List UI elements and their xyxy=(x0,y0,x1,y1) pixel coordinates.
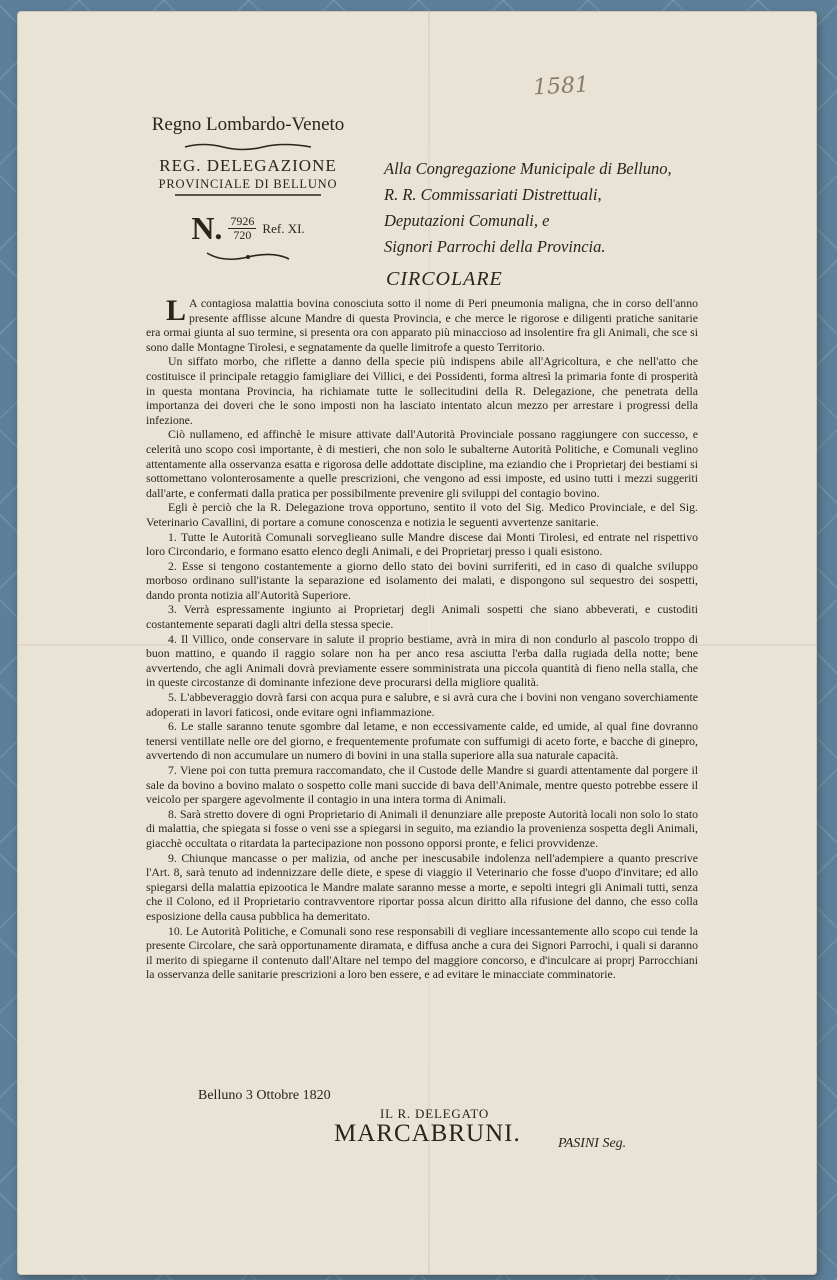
signatory-name: MARCABRUNI. xyxy=(334,1120,521,1147)
paragraph: A contagiosa malattia bovina conosciuta sotto il nome di Peri pneumonia maligna, che in corso dell'anno presente afflisse alcune Mandre di questa Provincia, e che merce le rigorose e diligenti pratiche sanitarie era ormai giunta al suo termine, si presenta ora con apparato più minaccioso ad insolentire fra gli Animali, che sce si sono dalle Montagne Tirolesi, e segnatamente da quelle limitrofe a questo Territorio. xyxy=(146,296,698,354)
paragraph: Un siffato morbo, che riflette a danno della specie più indispens abile all'Agricoltura, e che nell'atto che costituisce il principale retaggio famigliare dei Villici, e dei Possidenti, forma altresì la primaria fonte di prosperità in questa montana Provincia, ha richiamate tutte le sollecitudini della R. Delegazione, che penetrata della importanza dei doveri che le sono imposti non ha lasciato intentato alcun mezzo per arrestare i progressi della infezione. xyxy=(146,354,698,427)
numbered-provision: 6. Le stalle saranno tenute sgombre dal letame, e non eccessivamente calde, ed umide, al qual fine dovranno tenersi ventillate nelle ore del giorno, e frequentemente profumate con suffumigi di aceto forte, e bacche di ginepro, avvertendo di non accumulare un numero di bovini in una stalla superiore alla sua naturale capacità. xyxy=(146,719,698,763)
numbered-provision: 7. Viene poi con tutta premura raccomandato, che il Custode delle Mandre si guardi attentamente dal porgere il sale da bovino a bovino malato o sospetto colle mani succide di bava dell'Animale, mentre questo potrebbe essere il veicolo per spargere agevolmente il contagio in una intera torma di Animali. xyxy=(146,763,698,807)
reference-code: Ref. XI. xyxy=(262,220,305,236)
signatory-title: IL R. DELEGATO xyxy=(380,1106,490,1121)
numbered-provision: 2. Esse si tengono costantemente a giorno dello stato dei bovini surriferiti, ed in caso di qualche sviluppo morboso ordinano sull'istante la separazione ed isolamento dei malati, e dispongono sul sequestro dei sospetti, dando pronta notizia all'Autorità Superiore. xyxy=(146,558,698,602)
number-prefix: N. xyxy=(191,210,223,246)
circular-body-text xyxy=(146,296,698,982)
kingdom-name: Regno Lombardo-Veneto xyxy=(151,114,345,135)
numbered-provision: 10. Le Autorità Politiche, e Comunali sono rese responsabili di vegliare incessantemente allo scopo cui tende la presente Circolare, che sarà opportunamente diramata, e diffusa anche a cura dei Signori Parrochi, i quali si daranno il merito di spiegarne il contenuto dall'Altare nel tempo del maggiore concorso, e d'inculcare ai proprj Parrocchiani la osservanza delle sanitarie prescrizioni a loro ben essere, e ad evitare le minacciate comminatorie. xyxy=(146,923,698,982)
number-fraction xyxy=(228,215,256,242)
addressee-list xyxy=(384,156,672,260)
numbered-provision: 8. Sarà stretto dovere di ogni Proprietario di Animali il denunziare alle preposte Autorità locali non solo lo stato di malattia, che spiegata si fosse o veni sse a spiegarsi in seguito, ma eziandio la provenienza sospetta degli Animali, giacchè occultata o ritardata la partecipazione non possono opporsi pronte, e felici provvidenze. xyxy=(146,806,698,850)
delegation-province: PROVINCIALE DI BELLUNO xyxy=(158,177,338,191)
printed-circular-document xyxy=(18,12,816,1274)
handwritten-archive-number: 1581 xyxy=(532,72,590,101)
ornamental-rule xyxy=(173,192,323,198)
numbered-provision: 1. Tutte le Autorità Comunali sorveglieano sulle Mandre discese dai Monti Tirolesi, ed entrate nel rispettivo loro Circondario, e formano esatto elenco degli Animali, e dei Proprietarj presso i quali esistono. xyxy=(146,529,698,559)
numbered-provision: 9. Chiunque mancasse o per malizia, od anche per inescusabile indolenza nell'adempiere a quanto prescrive l'Art. 8, sarà tenuto ad indennizzare delle diete, e spese di viaggio il Veterinario che fosse d'uopo d'invitare; ed allo spiegarsi della malattia epizootica le Mandre malate saranno messe a morte, e sepolti integri gli Animali tutti, senza che il Colono, ed il Proprietario contravventore riportar possa alcun diritto alla rifusione del danno, che esso colla esposizione della causa pubblica ha demeritato. xyxy=(146,850,698,923)
protocol-number xyxy=(138,210,358,247)
number-bottom: 720 xyxy=(233,228,252,242)
numbered-provision: 3. Verrà espressamente ingiunto ai Proprietarj degli Animali sospetti che siano abbeverati, e custoditi costantemente separati dagli altri della stessa specie. xyxy=(146,602,698,632)
paragraph: Ciò nullameno, ed affinchè le misure attivate dall'Autorità Provinciale possano raggiungere con successo, e celerità uno scopo così importante, è di mestieri, che non solo le subalterne Autorità Politiche, e Comunali veglino attentamente alla osservanza esatta e rigorosa delle addottate discipline, ma eziandio che i Proprietarj dei bestiami si sottomettano volonterosamente a quelle prescrizioni, che vengono ad essi imposte, ed usino tutti i mezzi suggeriti dall'arte, e confermati dalla pratica per possibilmente prevenire gli sviluppi del contagio bovino. xyxy=(146,427,698,500)
number-top: 7926 xyxy=(230,214,255,228)
document-title: CIRCOLARE xyxy=(386,268,503,290)
addressee-line: Alla Congregazione Municipale di Belluno, xyxy=(384,159,672,178)
addressee-line: Signori Parrochi della Provincia. xyxy=(384,237,606,256)
delegation-title: REG. DELEGAZIONE xyxy=(159,156,337,175)
ornamental-swash xyxy=(183,142,313,152)
issuing-office-header xyxy=(138,114,358,263)
numbered-provision: 5. L'abbeveraggio dovrà farsi con acqua pura e salubre, e si avrà cura che i bovini non vengano soverchiamente adoperati in lavori faticosi, onde evitare ogni infiammazione. xyxy=(146,690,698,719)
numbered-provision: 4. Il Villico, onde conservare in salute il proprio bestiame, avrà in mira di non condurlo al pascolo troppo di buon mattino, e quando il raggio solare non ha per anco resa asciutta l'erba dalla rugiada della notte; bene avvertendo, che agli Animali dovrà previamente essere somministrata una piccola quantità di fieno nella stalla, che in queste circostanze di dominante infezione deve procurarsi della migliore qualità. xyxy=(146,631,698,690)
paragraph: Egli è perciò che la R. Delegazione trova opportuno, sentito il voto del Sig. Medico Provinciale, e del Sig. Veterinario Cavallini, di portare a comune conoscenza e notizia le seguenti avvertenze sanitarie. xyxy=(146,500,698,529)
addressee-line: Deputazioni Comunali, e xyxy=(384,211,550,230)
ornamental-flourish xyxy=(203,249,293,263)
place-and-date: Belluno 3 Ottobre 1820 xyxy=(198,1088,331,1103)
secretary-signature: PASINI Seg. xyxy=(558,1136,627,1151)
drop-cap-letter: L xyxy=(166,294,187,327)
addressee-line: R. R. Commissariati Distrettuali, xyxy=(384,185,602,204)
